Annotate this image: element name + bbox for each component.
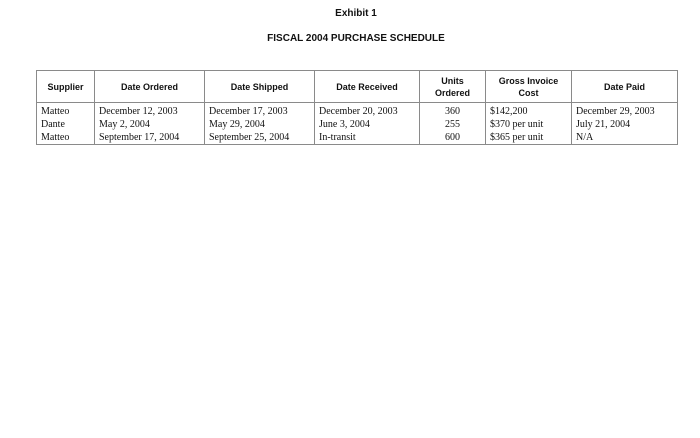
header-row [37, 71, 678, 103]
cell-date-paid: N/A [572, 131, 678, 145]
cell-date-paid: July 21, 2004 [572, 118, 678, 131]
cell-supplier: Matteo [37, 103, 95, 119]
cell-gross-invoice-cost: $142,200 [486, 103, 572, 119]
cell-date-received: December 20, 2003 [315, 103, 420, 119]
header-date-received: Date Received [315, 71, 420, 103]
header-supplier: Supplier [37, 71, 95, 103]
exhibit-label: Exhibit 1 [335, 8, 377, 19]
header-date-shipped: Date Shipped [205, 71, 315, 103]
cell-units-ordered: 360 [420, 103, 486, 119]
cell-date-shipped: May 29, 2004 [205, 118, 315, 131]
cell-supplier: Matteo [37, 131, 95, 145]
header-invoice-line2: Cost [518, 87, 539, 98]
header-invoice-line1: Gross Invoice [498, 75, 559, 86]
cell-date-received: June 3, 2004 [315, 118, 420, 131]
header-date-paid: Date Paid [572, 71, 678, 103]
schedule-title: FISCAL 2004 PURCHASE SCHEDULE [267, 33, 445, 44]
cell-date-shipped: September 25, 2004 [205, 131, 315, 145]
cell-units-ordered: 600 [420, 131, 486, 145]
cell-date-ordered: September 17, 2004 [95, 131, 205, 145]
header-date-ordered: Date Ordered [95, 71, 205, 103]
header-units-ordered [420, 71, 486, 103]
table-row [37, 103, 678, 119]
cell-supplier: Dante [37, 118, 95, 131]
header-units-line1: Units [441, 75, 464, 86]
cell-date-shipped: December 17, 2003 [205, 103, 315, 119]
cell-date-paid: December 29, 2003 [572, 103, 678, 119]
purchase-schedule-table [36, 70, 678, 145]
cell-gross-invoice-cost: $370 per unit [486, 118, 572, 131]
cell-gross-invoice-cost: $365 per unit [486, 131, 572, 145]
table-row [37, 118, 678, 131]
table-row [37, 131, 678, 145]
cell-date-received: In-transit [315, 131, 420, 145]
cell-date-ordered: May 2, 2004 [95, 118, 205, 131]
header-units-line2: Ordered [434, 87, 470, 98]
cell-units-ordered: 255 [420, 118, 486, 131]
cell-date-ordered: December 12, 2003 [95, 103, 205, 119]
header-gross-invoice-cost [486, 71, 572, 103]
